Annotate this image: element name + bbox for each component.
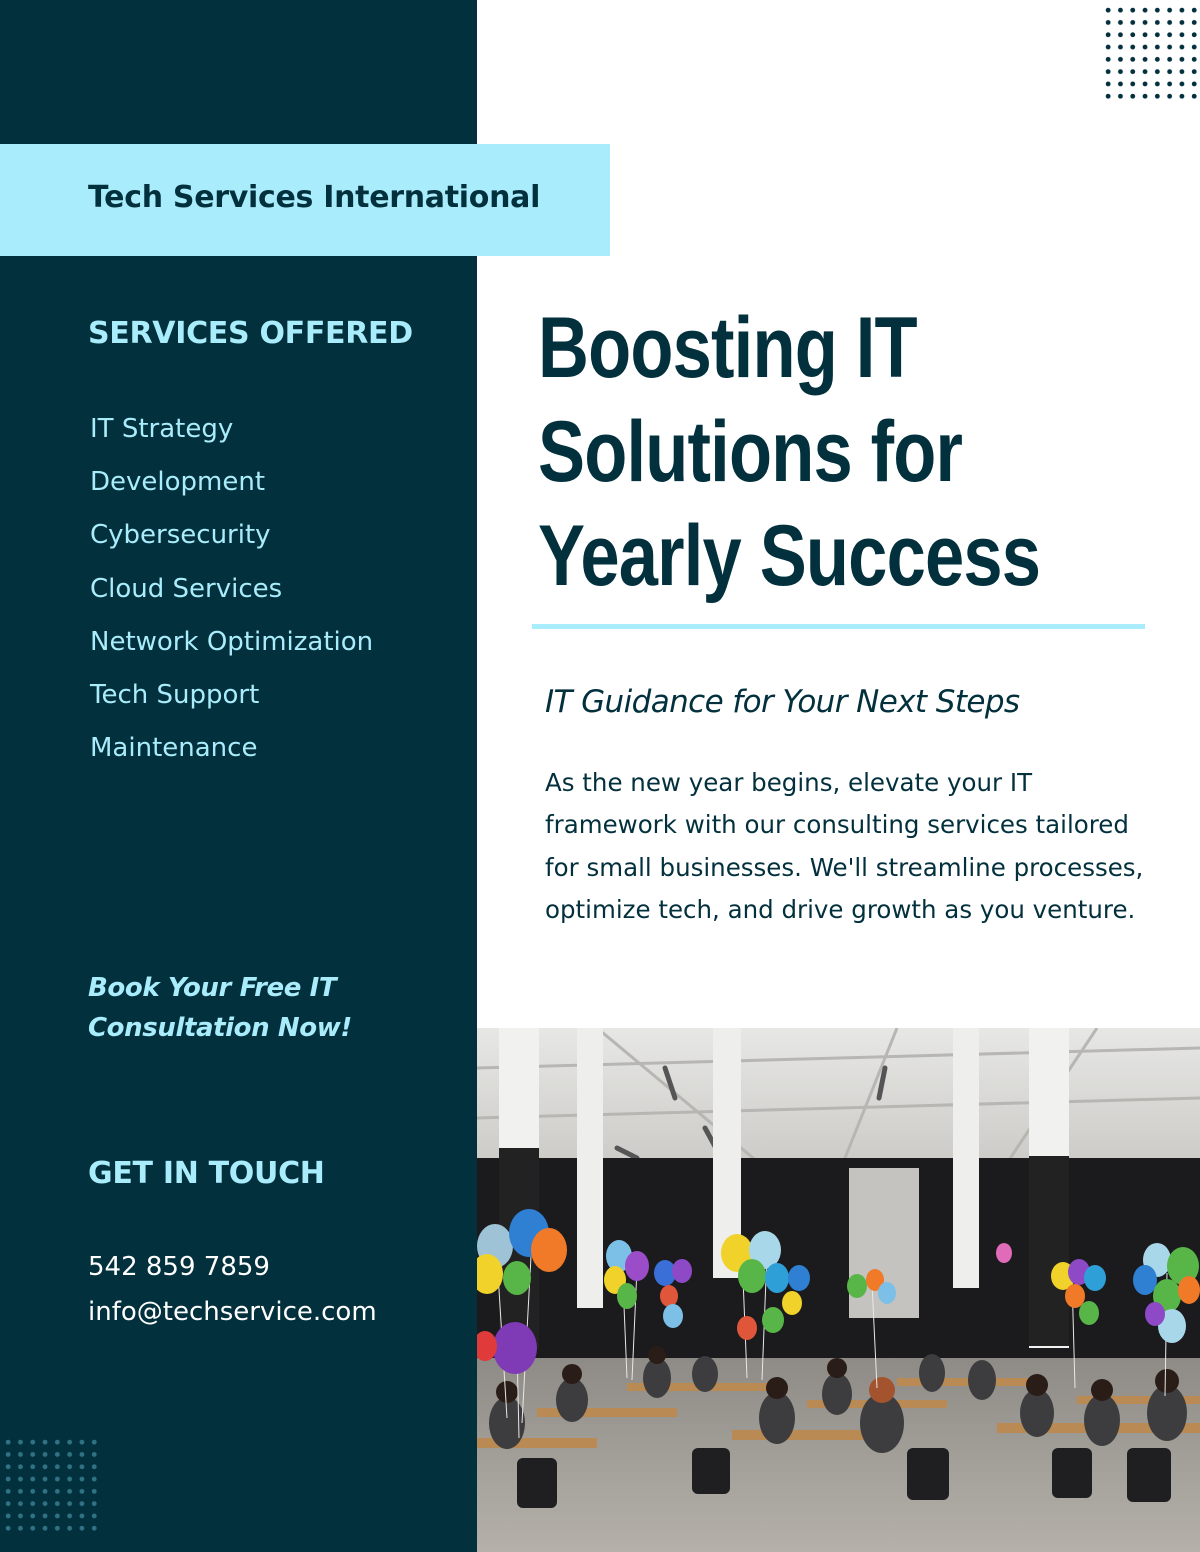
service-item: Network Optimization: [90, 626, 374, 657]
cta-line-1: Book Your Free IT: [88, 973, 337, 1003]
dot-grid-bottom-left: [2, 1436, 100, 1534]
headline-line-3: Yearly Success: [538, 508, 1041, 604]
email-address: info@techservice.com: [88, 1297, 377, 1327]
service-item: Development: [90, 467, 266, 498]
body-paragraph: As the new year begins, elevate your IT framework with our consulting services tailored for small businesses. We'll streamline processes, optimize tech, and drive growth as you venture.: [545, 768, 1144, 925]
office-event-photo: [477, 1028, 1200, 1552]
service-item: Cloud Services: [90, 573, 283, 604]
divider-rule: [532, 624, 1145, 629]
subheading: IT Guidance for Your Next Steps: [545, 684, 1020, 720]
brand-name: Tech Services International: [88, 180, 541, 215]
service-item: IT Strategy: [90, 414, 234, 444]
service-item: Maintenance: [90, 733, 258, 764]
headline-line-2: Solutions for: [538, 404, 963, 500]
headline-line-1: Boosting IT: [538, 300, 917, 396]
dot-grid-top-right: [1102, 4, 1200, 102]
cta-line-2: Consultation Now!: [88, 1013, 352, 1043]
service-item: Cybersecurity: [90, 520, 271, 551]
phone-number: 542 859 7859: [88, 1252, 270, 1282]
headline: [538, 296, 1040, 608]
services-heading: SERVICES OFFERED: [88, 316, 413, 351]
contact-heading: GET IN TOUCH: [88, 1156, 325, 1191]
consultation-cta: [88, 968, 448, 1048]
services-list: [90, 410, 373, 782]
service-item: Tech Support: [90, 679, 260, 710]
